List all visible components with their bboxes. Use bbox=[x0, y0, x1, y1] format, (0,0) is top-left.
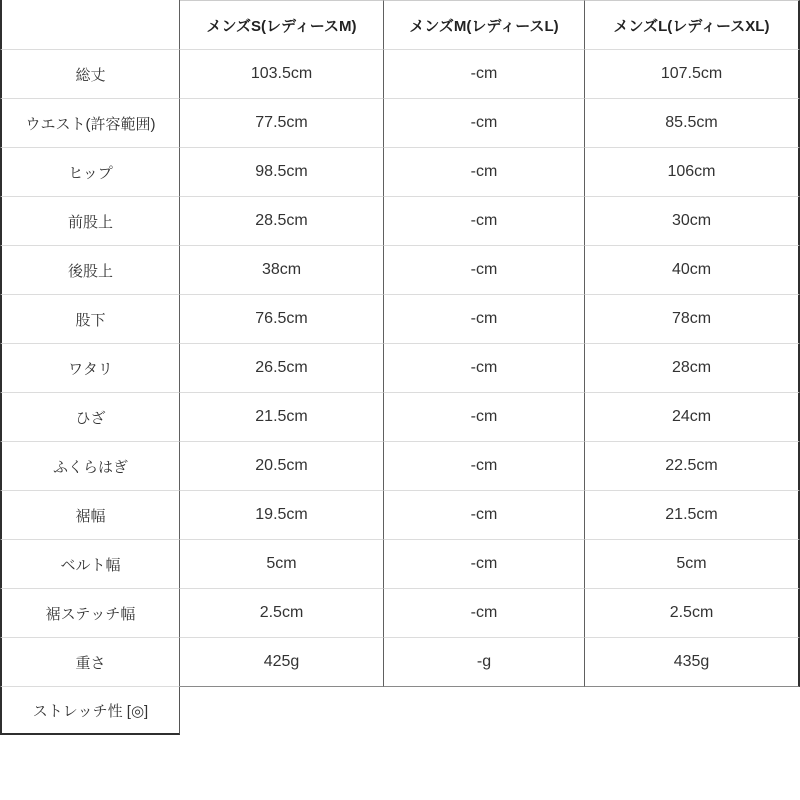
stretch-row bbox=[0, 687, 800, 735]
value-cell: -cm bbox=[384, 99, 585, 148]
value-cell: 20.5cm bbox=[180, 442, 384, 491]
header-row bbox=[0, 0, 800, 50]
row-label: 重さ bbox=[0, 638, 180, 687]
stretch-label: ストレッチ性 [◎] bbox=[0, 687, 180, 735]
row-label: ひざ bbox=[0, 393, 180, 442]
value-cell: -cm bbox=[384, 540, 585, 589]
value-cell: -cm bbox=[384, 442, 585, 491]
table-row bbox=[0, 99, 800, 148]
row-label: 前股上 bbox=[0, 197, 180, 246]
corner-cell bbox=[0, 0, 180, 50]
value-cell: 425g bbox=[180, 638, 384, 687]
value-cell: 107.5cm bbox=[585, 50, 800, 99]
value-cell: -cm bbox=[384, 393, 585, 442]
row-label: ベルト幅 bbox=[0, 540, 180, 589]
value-cell: 2.5cm bbox=[585, 589, 800, 638]
value-cell: -cm bbox=[384, 295, 585, 344]
value-cell: -cm bbox=[384, 246, 585, 295]
value-cell: 22.5cm bbox=[585, 442, 800, 491]
value-cell: -cm bbox=[384, 344, 585, 393]
row-label: 後股上 bbox=[0, 246, 180, 295]
table-row bbox=[0, 148, 800, 197]
value-cell: 76.5cm bbox=[180, 295, 384, 344]
table-row bbox=[0, 295, 800, 344]
value-cell: 2.5cm bbox=[180, 589, 384, 638]
table-row bbox=[0, 540, 800, 589]
value-cell: 19.5cm bbox=[180, 491, 384, 540]
table-row bbox=[0, 197, 800, 246]
value-cell: -cm bbox=[384, 50, 585, 99]
row-label: ワタリ bbox=[0, 344, 180, 393]
column-header-mens-s: メンズS(レディースM) bbox=[180, 0, 384, 50]
table-row bbox=[0, 638, 800, 687]
value-cell: 435g bbox=[585, 638, 800, 687]
value-cell: 21.5cm bbox=[585, 491, 800, 540]
value-cell: 21.5cm bbox=[180, 393, 384, 442]
row-label: 股下 bbox=[0, 295, 180, 344]
value-cell: 24cm bbox=[585, 393, 800, 442]
value-cell: 85.5cm bbox=[585, 99, 800, 148]
value-cell: 40cm bbox=[585, 246, 800, 295]
value-cell: 28cm bbox=[585, 344, 800, 393]
table-row bbox=[0, 344, 800, 393]
value-cell: -g bbox=[384, 638, 585, 687]
table-row bbox=[0, 491, 800, 540]
table-row bbox=[0, 393, 800, 442]
value-cell: 103.5cm bbox=[180, 50, 384, 99]
table-row bbox=[0, 442, 800, 491]
row-label: ふくらはぎ bbox=[0, 442, 180, 491]
value-cell: 106cm bbox=[585, 148, 800, 197]
value-cell: -cm bbox=[384, 197, 585, 246]
row-label: 裾幅 bbox=[0, 491, 180, 540]
value-cell: 38cm bbox=[180, 246, 384, 295]
value-cell: 30cm bbox=[585, 197, 800, 246]
value-cell: -cm bbox=[384, 589, 585, 638]
value-cell: 26.5cm bbox=[180, 344, 384, 393]
row-label: ヒップ bbox=[0, 148, 180, 197]
value-cell: 28.5cm bbox=[180, 197, 384, 246]
value-cell: 78cm bbox=[585, 295, 800, 344]
value-cell: 98.5cm bbox=[180, 148, 384, 197]
value-cell: -cm bbox=[384, 491, 585, 540]
table-row bbox=[0, 246, 800, 295]
value-cell: 5cm bbox=[180, 540, 384, 589]
row-label: ウエスト(許容範囲) bbox=[0, 99, 180, 148]
column-header-mens-l: メンズL(レディースXL) bbox=[585, 0, 800, 50]
table-row bbox=[0, 50, 800, 99]
value-cell: -cm bbox=[384, 148, 585, 197]
row-label: 総丈 bbox=[0, 50, 180, 99]
column-header-mens-m: メンズM(レディースL) bbox=[384, 0, 585, 50]
value-cell: 5cm bbox=[585, 540, 800, 589]
row-label: 裾ステッチ幅 bbox=[0, 589, 180, 638]
value-cell: 77.5cm bbox=[180, 99, 384, 148]
table-row bbox=[0, 589, 800, 638]
